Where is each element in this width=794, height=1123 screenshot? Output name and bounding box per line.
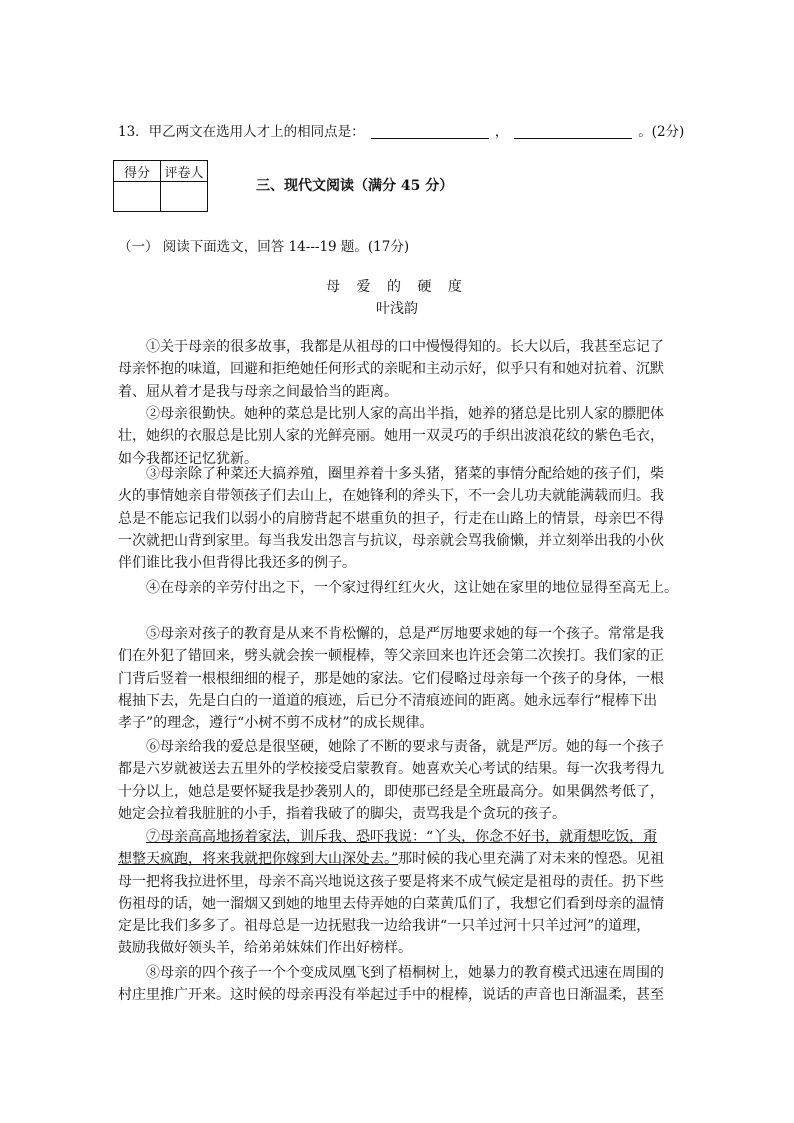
paragraph-line: 那时候的我心里充满了对未来的惶恐。见祖	[398, 851, 665, 868]
grader-header: 评卷人	[161, 161, 208, 182]
subsection-intro: （一） 阅读下面选文，回答 14---19 题。(17分)	[118, 239, 410, 255]
article-title: 母 爱 的 硬 度	[326, 279, 468, 295]
paragraph-line: 母亲怀抱的味道，回避和拒绝她任何形式的亲昵和主动示好，似乎只有和她对抗着、沉默	[118, 361, 664, 378]
paragraph-line: 伤祖母的话，她一溜烟又到她的地里去侍弄她的白菜黄瓜们了，我想它们看到母亲的温情	[118, 895, 664, 912]
paragraph-8	[118, 962, 670, 1007]
paragraph-line: 壮，她织的衣服总是比别人家的光鲜亮丽。她用一双灵巧的手织出波浪花纹的紫色毛衣，	[118, 428, 664, 445]
article-author: 叶浅韵	[376, 301, 418, 317]
paragraph-line: 如今我都还记忆犹新。	[118, 450, 258, 467]
paragraph-line: ④在母亲的辛劳付出之下，一个家过得红红火火，这让她在家里的地位显得至高无上。	[146, 580, 678, 596]
paragraph-line: 都是六岁就被送去五里外的学校接受启蒙教育。她喜欢关心考试的结果。每一次我考得九	[118, 761, 664, 778]
paragraph-line: 孝子”的理念，遵行“小树不剪不成材”的成长规律。	[118, 715, 434, 732]
paragraph-5	[118, 623, 670, 734]
paragraph-line: 十分以上，她总是要怀疑我是抄袭别人的，即使那已经是全班最高分。如果偶然考低了，	[118, 783, 664, 800]
grader-cell[interactable]	[161, 182, 208, 212]
question-13-text: 13．甲乙两文在选用人才上的相同点是：	[118, 124, 365, 140]
paragraph-line: ⑥母亲给我的爱总是很坚硬，她除了不断的要求与责备，就是严厉。她的每一个孩子	[146, 739, 664, 755]
underlined-sentence: ⑦母亲高高地扬着家法，训斥我、恐吓我说：“丫头，你念不好书，就甭想吃饭，甭	[146, 829, 658, 845]
paragraph-line: ③母亲除了种菜还大搞养殖，圈里养着十多头猪，猪菜的事情分配给她的孩子们，柴	[146, 466, 664, 482]
paragraph-line: 一次就把山背到家里。每当我发出怨言与抗议，母亲就会骂我偷懒，并立刻举出我的小伙	[118, 532, 664, 549]
paragraph-line: ②母亲很勤快。她种的菜总是比别人家的高出半指，她养的猪总是比别人家的膘肥体	[146, 406, 664, 422]
answer-blank-2[interactable]	[514, 138, 632, 139]
answer-blank-1[interactable]	[371, 138, 489, 139]
paragraph-6	[118, 736, 670, 825]
paragraph-line: ⑤母亲对孩子的教育是从来不肯松懈的，总是严厉地要求她的每一个孩子。常常是我	[146, 626, 664, 642]
section-title: 三、现代文阅读（满分 45 分）	[256, 178, 454, 194]
paragraph-line: 村庄里推广开来。这时候的母亲再没有举起过手中的棍棒，说话的声音也日渐温柔，甚至	[118, 987, 664, 1004]
paragraph-line: 总是不能忘记我们以弱小的肩膀背起不堪重负的担子，行走在山路上的情景，母亲巴不得	[118, 510, 664, 527]
score-table	[113, 160, 208, 212]
question-13	[118, 120, 684, 138]
paragraph-line: 着、屈从着才是我与母亲之间最恰当的距离。	[118, 383, 398, 400]
paragraph-line: 她定会拉着我脏脏的小手，指着我破了的脚尖，责骂我是个贪玩的孩子。	[118, 805, 566, 822]
score-header: 得分	[114, 161, 161, 182]
paragraph-7	[118, 826, 670, 960]
paragraph-3	[118, 463, 670, 574]
paragraph-line: 火的事情她亲自带领孩子们去山上，在她锋利的斧头下，不一会儿功夫就能满载而归。我	[118, 488, 664, 505]
paragraph-1	[118, 336, 670, 403]
score-cell[interactable]	[114, 182, 161, 212]
question-13-comma: ，	[494, 124, 509, 140]
paragraph-line: 门背后竖着一根根细细的棍子，那是她的家法。它们侵略过母亲每一个孩子的身体，一根	[118, 670, 664, 687]
underlined-sentence: 想整天疯跑，将来我就把你嫁到大山深处去。”	[118, 851, 399, 868]
paragraph-line: 棍抽下去，先是白白的一道道的痕迹，后已分不清痕迹间的距离。她永远奉行“棍棒下出	[118, 692, 658, 709]
question-13-points: 。(2分)	[638, 124, 685, 140]
paragraph-2	[118, 403, 670, 470]
paragraph-4	[118, 577, 678, 599]
paragraph-line: 定是比我们多多了。祖母总是一边抚慰我一边给我讲“一只羊过河十只羊过河”的道理，	[118, 918, 651, 935]
paragraph-line: ⑧母亲的四个孩子一个个变成凤凰飞到了梧桐树上，她暴力的教育模式迅速在周围的	[146, 965, 664, 981]
paragraph-line: 们在外犯了错回来，劈头就会挨一顿棍棒，等父亲回来也许还会第二次挨打。我们家的正	[118, 648, 664, 665]
paragraph-line: 伴们谁比我小但背得比我还多的例子。	[118, 555, 356, 572]
paragraph-line: ①关于母亲的很多故事，我都是从祖母的口中慢慢得知的。长大以后，我甚至忘记了	[146, 339, 664, 355]
paragraph-line: 鼓励我做好领头羊，给弟弟妹妹们作出好榜样。	[118, 940, 412, 957]
paragraph-line: 母一把将我拉进怀里，母亲不高兴地说这孩子要是将来不成气候定是祖母的责任。扔下些	[118, 873, 664, 890]
